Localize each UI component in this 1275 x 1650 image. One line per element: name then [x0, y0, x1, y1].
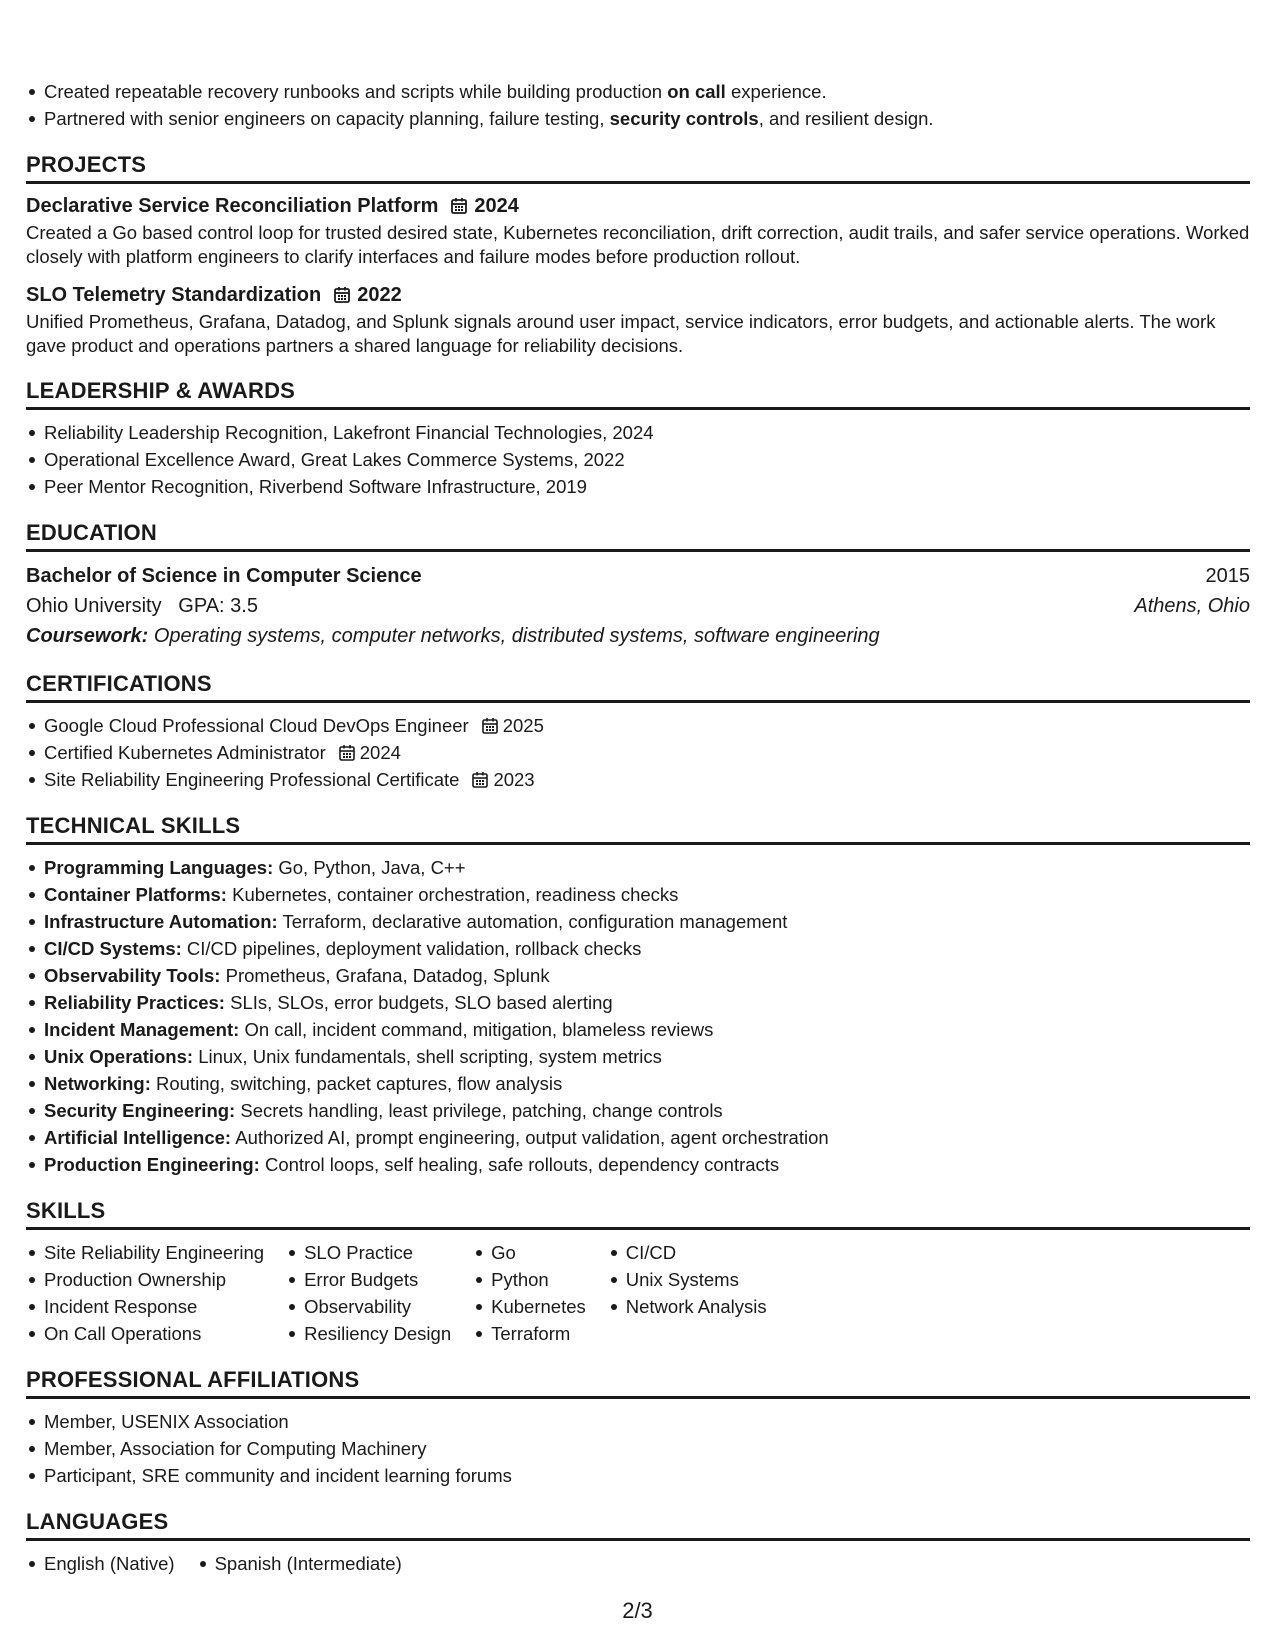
affiliations-section — [26, 1367, 1250, 1489]
skills-columns — [26, 1239, 1250, 1347]
list-item: Member, Association for Computing Machinery — [26, 1435, 1250, 1462]
skill-item: Terraform — [473, 1320, 586, 1347]
certification-name: Google Cloud Professional Cloud DevOps Engineer — [44, 715, 469, 736]
skill-item: Error Budgets — [286, 1266, 451, 1293]
degree: Bachelor of Science in Computer Science — [26, 565, 422, 587]
tech-skill-item: Security Engineering: Secrets handling, least privilege, patching, change controls — [26, 1097, 1250, 1124]
project-name: SLO Telemetry Standardization — [26, 284, 322, 306]
technical-skills-section — [26, 813, 1250, 1178]
skill-item: Site Reliability Engineering — [26, 1239, 264, 1266]
graduation-year: 2015 — [1205, 565, 1250, 587]
tech-skill-item: Artificial Intelligence: Authorized AI, prompt engineering, output validation, agent orchestration — [26, 1124, 1250, 1151]
section-title: EDUCATION — [26, 520, 1250, 552]
skill-item: SLO Practice — [286, 1239, 451, 1266]
coursework: Operating systems, computer networks, distributed systems, software engineering — [153, 625, 880, 647]
education-section — [26, 520, 1250, 651]
tech-skill-item: Observability Tools: Prometheus, Grafana, Datadog, Splunk — [26, 962, 1250, 989]
certification-year: 2023 — [493, 769, 535, 790]
tech-skill-item: Reliability Practices: SLIs, SLOs, error budgets, SLO based alerting — [26, 989, 1250, 1016]
calendar-icon — [471, 771, 489, 789]
page-number: 2/3 — [622, 1598, 653, 1623]
skill-item: On Call Operations — [26, 1320, 264, 1347]
resume-page — [26, 78, 1250, 1577]
experience-bullet: Created repeatable recovery runbooks and scripts while building production on call experience. — [26, 78, 1250, 105]
leadership-section — [26, 378, 1250, 500]
skill-item: Observability — [286, 1293, 451, 1320]
project-description: Unified Prometheus, Grafana, Datadog, and Splunk signals around user impact, service indicators, error budgets, and actionable alerts. The work gave product and operations partners a shared language for reliability decisions. — [26, 311, 1216, 356]
tech-skill-item: Container Platforms: Kubernetes, container orchestration, readiness checks — [26, 881, 1250, 908]
project-item — [26, 282, 1250, 358]
certification-item — [26, 739, 1250, 766]
project-item — [26, 193, 1250, 269]
tech-skill-item: Networking: Routing, switching, packet captures, flow analysis — [26, 1070, 1250, 1097]
list-item: Member, USENIX Association — [26, 1408, 1250, 1435]
project-year: 2024 — [474, 195, 519, 217]
calendar-icon — [333, 286, 351, 304]
language-item: Spanish (Intermediate) — [197, 1550, 402, 1577]
language-item: English (Native) — [26, 1550, 175, 1577]
list-item: Peer Mentor Recognition, Riverbend Software Infrastructure, 2019 — [26, 473, 1250, 500]
section-title: LANGUAGES — [26, 1509, 1250, 1541]
gpa: GPA: 3.5 — [178, 595, 258, 617]
tech-skill-item: Production Engineering: Control loops, self healing, safe rollouts, dependency contracts — [26, 1151, 1250, 1178]
section-title: LEADERSHIP & AWARDS — [26, 378, 1250, 410]
certification-name: Certified Kubernetes Administrator — [44, 742, 326, 763]
project-description: Created a Go based control loop for trusted desired state, Kubernetes reconciliation, drift correction, audit trails, and safer service operations. Worked closely with platform engineers to clarify interfaces and failure modes before production rollout. — [26, 222, 1250, 267]
tech-skill-item: Programming Languages: Go, Python, Java, C++ — [26, 854, 1250, 881]
coursework-label: Coursework: — [26, 625, 149, 647]
list-item: Operational Excellence Award, Great Lakes Commerce Systems, 2022 — [26, 446, 1250, 473]
certification-item — [26, 766, 1250, 793]
certification-name: Site Reliability Engineering Professional Certificate — [44, 769, 460, 790]
skill-item: Incident Response — [26, 1293, 264, 1320]
skill-item: Unix Systems — [608, 1266, 767, 1293]
section-title: PROJECTS — [26, 152, 1250, 184]
projects-section — [26, 152, 1250, 358]
section-title: SKILLS — [26, 1198, 1250, 1230]
skill-item: Python — [473, 1266, 586, 1293]
certification-year: 2024 — [359, 742, 401, 763]
skills-section — [26, 1198, 1250, 1347]
certification-year: 2025 — [502, 715, 544, 736]
skill-item: Network Analysis — [608, 1293, 767, 1320]
tech-skill-item: Unix Operations: Linux, Unix fundamentals, shell scripting, system metrics — [26, 1043, 1250, 1070]
skill-item: CI/CD — [608, 1239, 767, 1266]
section-title: TECHNICAL SKILLS — [26, 813, 1250, 845]
project-name: Declarative Service Reconciliation Platform — [26, 195, 439, 217]
section-title: CERTIFICATIONS — [26, 671, 1250, 703]
skill-item: Kubernetes — [473, 1293, 586, 1320]
tech-skill-item: Incident Management: On call, incident command, mitigation, blameless reviews — [26, 1016, 1250, 1043]
experience-bullets — [26, 78, 1250, 132]
calendar-icon — [450, 197, 468, 215]
languages-section — [26, 1509, 1250, 1577]
certification-item — [26, 712, 1250, 739]
school-location: Athens, Ohio — [1134, 595, 1250, 617]
tech-skill-item: CI/CD Systems: CI/CD pipelines, deployment validation, rollback checks — [26, 935, 1250, 962]
certifications-section — [26, 671, 1250, 793]
calendar-icon — [338, 744, 356, 762]
skill-item: Go — [473, 1239, 586, 1266]
list-item: Reliability Leadership Recognition, Lakefront Financial Technologies, 2024 — [26, 419, 1250, 446]
tech-skill-item: Infrastructure Automation: Terraform, declarative automation, configuration management — [26, 908, 1250, 935]
section-title: PROFESSIONAL AFFILIATIONS — [26, 1367, 1250, 1399]
skill-item: Production Ownership — [26, 1266, 264, 1293]
experience-bullet: Partnered with senior engineers on capacity planning, failure testing, security controls, and resilient design. — [26, 105, 1250, 132]
list-item: Participant, SRE community and incident learning forums — [26, 1462, 1250, 1489]
skill-item: Resiliency Design — [286, 1320, 451, 1347]
project-year: 2022 — [357, 284, 402, 306]
school-name: Ohio University — [26, 595, 162, 617]
calendar-icon — [481, 717, 499, 735]
